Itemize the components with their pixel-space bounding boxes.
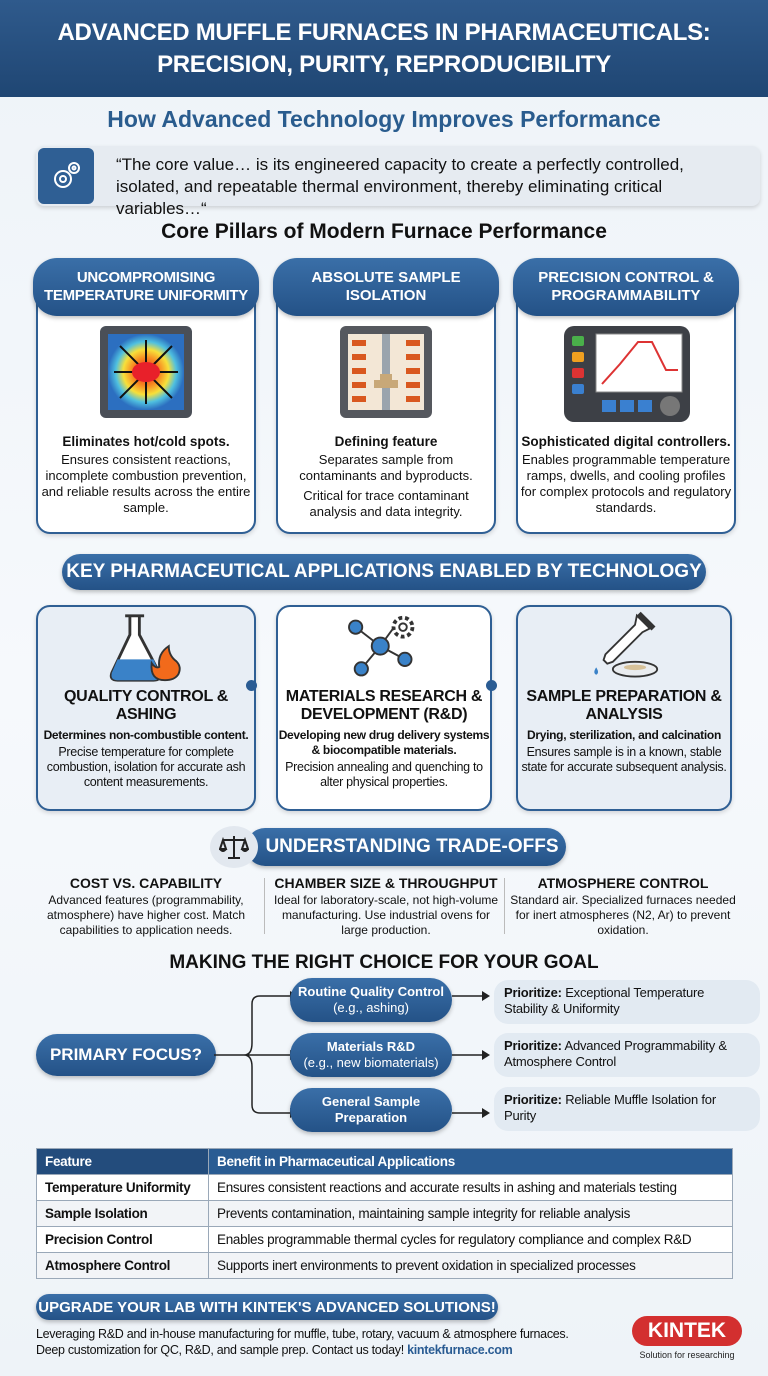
table-row [37, 1253, 733, 1279]
table-cell: Precision Control [37, 1227, 209, 1253]
molecule-gear-icon [340, 612, 430, 689]
controller-icon [562, 324, 692, 429]
result-text: Advanced Programmability & Atmosphere Control [504, 1038, 727, 1069]
logo-tagline: Solution for researching [639, 1350, 735, 1360]
quote-text: “The core value… is its engineered capacity to create a perfectly controlled, isolated, and repeatable thermal environment, thereby eliminating critical variables…“ [116, 155, 684, 218]
feature-table [36, 1148, 733, 1279]
pillar-bold: Eliminates hot/cold spots. [62, 434, 230, 449]
tradeoff-text: Advanced features (programmability, atmosphere) have higher cost. Match capabilities to application needs. [46, 893, 246, 937]
result-box [494, 1087, 760, 1131]
table-header: Benefit in Pharmaceutical Applications [209, 1149, 733, 1175]
pillar-label: UNCOMPROMISING TEMPERATURE UNIFORMITY [33, 258, 259, 316]
pillar-description [40, 434, 252, 516]
pillar-text: Enables programmable temperature ramps, dwells, and cooling profiles for complex protocols and regulatory standards. [520, 452, 732, 515]
goal-node [290, 1033, 452, 1077]
table-row [37, 1201, 733, 1227]
tradeoff-column [36, 876, 256, 938]
pillars-title: Core Pillars of Modern Furnace Performance [161, 220, 607, 243]
cta-banner: UPGRADE YOUR LAB WITH KINTEK'S ADVANCED SOLUTIONS! [36, 1294, 498, 1320]
tradeoff-title: ATMOSPHERE CONTROL [537, 875, 709, 891]
tradeoff-title: CHAMBER SIZE & THROUGHPUT [274, 875, 498, 891]
pillar-description [520, 434, 732, 516]
pillar-bold: Defining feature [334, 434, 438, 449]
pillar-label: PRECISION CONTROL & PROGRAMMABILITY [513, 258, 739, 316]
subtitle: How Advanced Technology Improves Performance [107, 106, 661, 132]
application-description [38, 728, 254, 790]
heat-map-icon [98, 324, 194, 425]
tradeoff-column [272, 876, 500, 938]
prioritize-label: Prioritize: [504, 1038, 562, 1053]
prioritize-label: Prioritize: [504, 985, 562, 1000]
divider [504, 878, 505, 934]
connector-dot [486, 680, 497, 691]
table-header-row [37, 1149, 733, 1175]
table-cell: Temperature Uniformity [37, 1175, 209, 1201]
website-link[interactable]: kintekfurnace.com [407, 1343, 513, 1357]
goal-sublabel: (e.g., new biomaterials) [303, 1055, 439, 1070]
table-cell: Supports inert environments to prevent oxidation in specialized processes [209, 1253, 733, 1279]
application-bold: Drying, sterilization, and calcination [527, 728, 721, 742]
primary-focus-node: PRIMARY FOCUS? [36, 1034, 216, 1076]
cta-text [36, 1326, 626, 1358]
result-text: Exceptional Temperature Stability & Uniformity [504, 985, 705, 1016]
table-row [37, 1175, 733, 1201]
tradeoffs-banner: UNDERSTANDING TRADE-OFFS [246, 828, 566, 866]
dropper-dish-icon [580, 610, 666, 689]
goal-label: Routine Quality Control [298, 984, 444, 999]
tradeoff-text: Ideal for laboratory-scale, not high-volume manufacturing. Use industrial ovens for large production. [273, 893, 499, 937]
application-bold: Determines non-combustible content. [43, 728, 249, 742]
application-bold: Developing new drug delivery systems & biocompatible materials. [278, 728, 490, 757]
table-header: Feature [37, 1149, 209, 1175]
tradeoff-title: COST VS. CAPABILITY [69, 875, 223, 891]
cta-line1: Leveraging R&D and in-house manufacturing for muffle, tube, rotary, vacuum & atmosphere furnaces. [36, 1327, 569, 1341]
gear-icon [38, 148, 94, 204]
pillar-text-2: Critical for trace contaminant analysis and data integrity. [303, 488, 469, 519]
muffle-chamber-icon [338, 324, 434, 425]
tradeoff-column [510, 876, 736, 938]
table-cell: Atmosphere Control [37, 1253, 209, 1279]
goal-label: Materials R&D [326, 1039, 416, 1054]
pillar-text: Ensures consistent reactions, incomplete combustion prevention, and reliable results across the entire sample. [41, 452, 251, 515]
prioritize-label: Prioritize: [504, 1092, 562, 1107]
table-cell: Ensures consistent reactions and accurate results in ashing and materials testing [209, 1175, 733, 1201]
pillar-text: Separates sample from contaminants and byproducts. [299, 452, 473, 483]
quote-box [36, 146, 760, 218]
table-cell: Sample Isolation [37, 1201, 209, 1227]
result-box [494, 1033, 760, 1077]
pillar-bold: Sophisticated digital controllers. [521, 434, 731, 449]
header-title-line2: PRECISION, PURITY, REPRODUCIBILITY [157, 51, 611, 78]
table-cell: Enables programmable thermal cycles for regulatory compliance and complex R&D [209, 1227, 733, 1253]
application-text: Ensures sample is in a known, stable state for accurate subsequent analysis. [521, 745, 727, 774]
goal-sublabel: Preparation [334, 1110, 408, 1125]
table-row [37, 1227, 733, 1253]
flask-fire-icon [104, 612, 188, 689]
cta-line2: Deep customization for QC, R&D, and sample prep. Contact us today! [36, 1343, 404, 1357]
tradeoff-text: Standard air. Specialized furnaces needed for inert atmospheres (N2, Ar) to prevent oxidation. [510, 893, 736, 937]
application-description [278, 728, 490, 790]
kintek-logo: KINTEK [632, 1316, 742, 1346]
choice-title: MAKING THE RIGHT CHOICE FOR YOUR GOAL [169, 952, 599, 973]
application-title: MATERIALS RESEARCH & DEVELOPMENT (R&D) [285, 688, 483, 723]
goal-node [290, 978, 452, 1022]
application-title: SAMPLE PREPARATION & ANALYSIS [526, 688, 722, 723]
table-cell: Prevents contamination, maintaining sample integrity for reliable analysis [209, 1201, 733, 1227]
result-box [494, 980, 760, 1024]
header-banner [0, 0, 768, 97]
application-title: QUALITY CONTROL & ASHING [63, 688, 229, 723]
application-description [518, 728, 730, 775]
applications-banner: KEY PHARMACEUTICAL APPLICATIONS ENABLED BY TECHNOLOGY [62, 554, 706, 590]
result-text: Reliable Muffle Isolation for Purity [504, 1092, 716, 1123]
pillar-description [280, 434, 492, 520]
application-text: Precise temperature for complete combustion, isolation for accurate ash content measurements. [46, 745, 246, 789]
goal-label: General Sample [321, 1094, 421, 1109]
pillar-label: ABSOLUTE SAMPLE ISOLATION [273, 258, 499, 316]
balance-scale-icon [210, 826, 258, 868]
application-text: Precision annealing and quenching to alter physical properties. [285, 760, 483, 789]
goal-sublabel: (e.g., ashing) [333, 1000, 409, 1015]
connector-dot [246, 680, 257, 691]
goal-node [290, 1088, 452, 1132]
divider [264, 878, 265, 934]
header-title-line1: ADVANCED MUFFLE FURNACES IN PHARMACEUTICALS: [57, 19, 711, 46]
